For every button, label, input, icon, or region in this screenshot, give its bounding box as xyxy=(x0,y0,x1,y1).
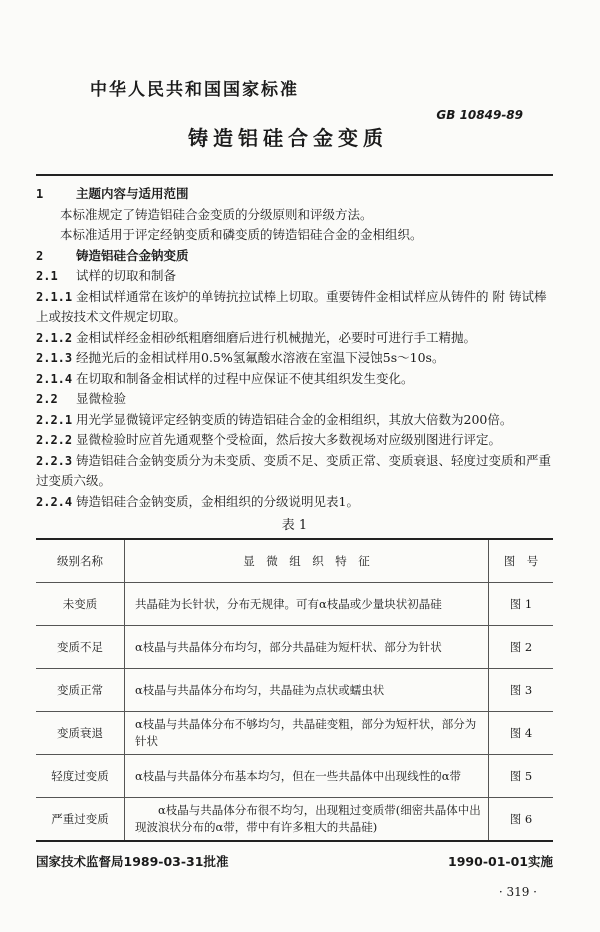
figure-number: 图 2 xyxy=(489,626,554,669)
paragraph xyxy=(36,492,553,513)
figure-number: 图 4 xyxy=(489,712,554,755)
clause-text: 经抛光后的金相试样用0.5%氢氟酸水溶液在室温下浸蚀5s～10s。 xyxy=(76,350,445,365)
clause-text: 金相试样通常在该炉的单铸抗拉试棒上切取。重要铸件金相试样应从铸件的 附 铸试棒上或按技术文件规定切取。 xyxy=(36,288,547,324)
clause-text: 铸造铝硅合金钠变质，金相组织的分级说明见表1。 xyxy=(76,493,359,509)
document-body xyxy=(36,184,553,512)
standard-code: GB 10849-89 xyxy=(436,108,523,122)
clause-number: 2.2.1 xyxy=(36,412,73,427)
feature-description: α枝晶与共晶体分布基本均匀，但在一些共晶体中出现线性的α带 xyxy=(125,755,489,798)
header-cell: 显 微 组 织 特 征 xyxy=(125,539,489,583)
feature-description: α枝晶与共晶体分布均匀，共晶硅为点状或蠕虫状 xyxy=(125,669,489,712)
grade-name: 变质正常 xyxy=(36,669,125,712)
table-row xyxy=(36,712,553,755)
section-heading xyxy=(36,184,553,205)
table-row xyxy=(36,583,553,626)
figure-number: 图 6 xyxy=(489,798,554,842)
figure-number: 图 1 xyxy=(489,583,554,626)
standard-header: 中华人民共和国国家标准 xyxy=(90,80,299,100)
clause-text: 金相试样经金相砂纸粗磨细磨后进行机械抛光，必要时可进行手工精抛。 xyxy=(76,329,477,345)
clause-text: 本标准规定了铸造铝硅合金变质的分级原则和评级方法。 xyxy=(60,206,373,222)
paragraph xyxy=(36,348,553,369)
paragraph xyxy=(36,266,553,287)
header-rule xyxy=(36,174,553,176)
clause-number: 2.1.1 xyxy=(36,289,73,304)
clause-text: 显微检验 xyxy=(76,391,127,406)
figure-number: 图 3 xyxy=(489,669,554,712)
clause-text: 铸造铝硅合金钠变质 xyxy=(76,247,189,263)
feature-description: α枝晶与共晶体分布不够均匀，共晶硅变粗，部分为短杆状，部分为针状 xyxy=(125,712,489,755)
clause-number: 2.1.4 xyxy=(36,371,73,386)
header-cell: 级别名称 xyxy=(36,539,125,583)
clause-number: 1 xyxy=(36,187,44,201)
clause-number: 2.1.2 xyxy=(36,330,73,345)
grade-name: 变质不足 xyxy=(36,626,125,669)
paragraph xyxy=(36,287,553,328)
grade-name: 变质衰退 xyxy=(36,712,125,755)
paragraph xyxy=(36,451,553,492)
paragraph xyxy=(36,369,553,390)
paragraph xyxy=(36,225,553,246)
approval-date: 国家技术监督局1989-03-31批准 xyxy=(36,854,229,869)
clause-number: 2.2 xyxy=(36,392,58,406)
table-caption: 表 1 xyxy=(281,518,308,533)
grade-name: 轻度过变质 xyxy=(36,755,125,798)
page-number: · 319 · xyxy=(498,885,537,899)
footer xyxy=(36,852,553,872)
paragraph xyxy=(36,410,553,431)
feature-description: α枝晶与共晶体分布很不均匀，出现粗过变质带(细密共晶体中出现波浪状分布的α带，带中有许多粗大的共晶硅) xyxy=(125,798,489,842)
paragraph xyxy=(36,328,553,349)
paragraph xyxy=(36,389,553,410)
paragraph xyxy=(36,430,553,451)
clause-number: 2 xyxy=(36,248,44,263)
clause-number: 2.2.3 xyxy=(36,453,73,468)
table-header-row xyxy=(36,539,553,583)
section-heading xyxy=(36,246,553,267)
clause-text: 本标准适用于评定经钠变质和磷变质的铸造铝硅合金的金相组织。 xyxy=(60,227,423,242)
feature-description: 共晶硅为长针状，分布无规律。可有α枝晶或少量块状初晶硅 xyxy=(125,583,489,626)
clause-number: 2.1 xyxy=(36,269,58,283)
grade-name: 未变质 xyxy=(36,583,125,626)
table-row xyxy=(36,798,553,842)
feature-description: α枝晶与共晶体分布均匀，部分共晶硅为短杆状、部分为针状 xyxy=(125,626,489,669)
clause-number: 2.1.3 xyxy=(36,351,73,365)
classification-table xyxy=(36,538,553,842)
clause-text: 在切取和制备金相试样的过程中应保证不使其组织发生变化。 xyxy=(76,370,414,386)
header-cell: 图 号 xyxy=(489,539,554,583)
effective-date: 1990-01-01实施 xyxy=(448,854,553,869)
clause-number: 2.2.2 xyxy=(36,433,73,447)
clause-text: 用光学显微镜评定经钠变质的铸造铝硅合金的金相组织，其放大倍数为200倍。 xyxy=(76,411,513,427)
clause-text: 主题内容与适用范围 xyxy=(76,186,189,201)
clause-text: 铸造铝硅合金钠变质分为未变质、变质不足、变质正常、变质衰退、轻度过变质和严重过变质六级。 xyxy=(36,452,552,488)
table-row xyxy=(36,669,553,712)
paragraph xyxy=(36,205,553,226)
table-row xyxy=(36,626,553,669)
clause-number: 2.2.4 xyxy=(36,494,73,509)
table-row xyxy=(36,755,553,798)
clause-text: 试样的切取和制备 xyxy=(76,268,177,283)
grade-name: 严重过变质 xyxy=(36,798,125,842)
document-title: 铸造铝硅合金变质 xyxy=(188,126,388,150)
clause-text: 显微检验时应首先通观整个受检面，然后按大多数视场对应级别图进行评定。 xyxy=(76,432,502,447)
figure-number: 图 5 xyxy=(489,755,554,798)
